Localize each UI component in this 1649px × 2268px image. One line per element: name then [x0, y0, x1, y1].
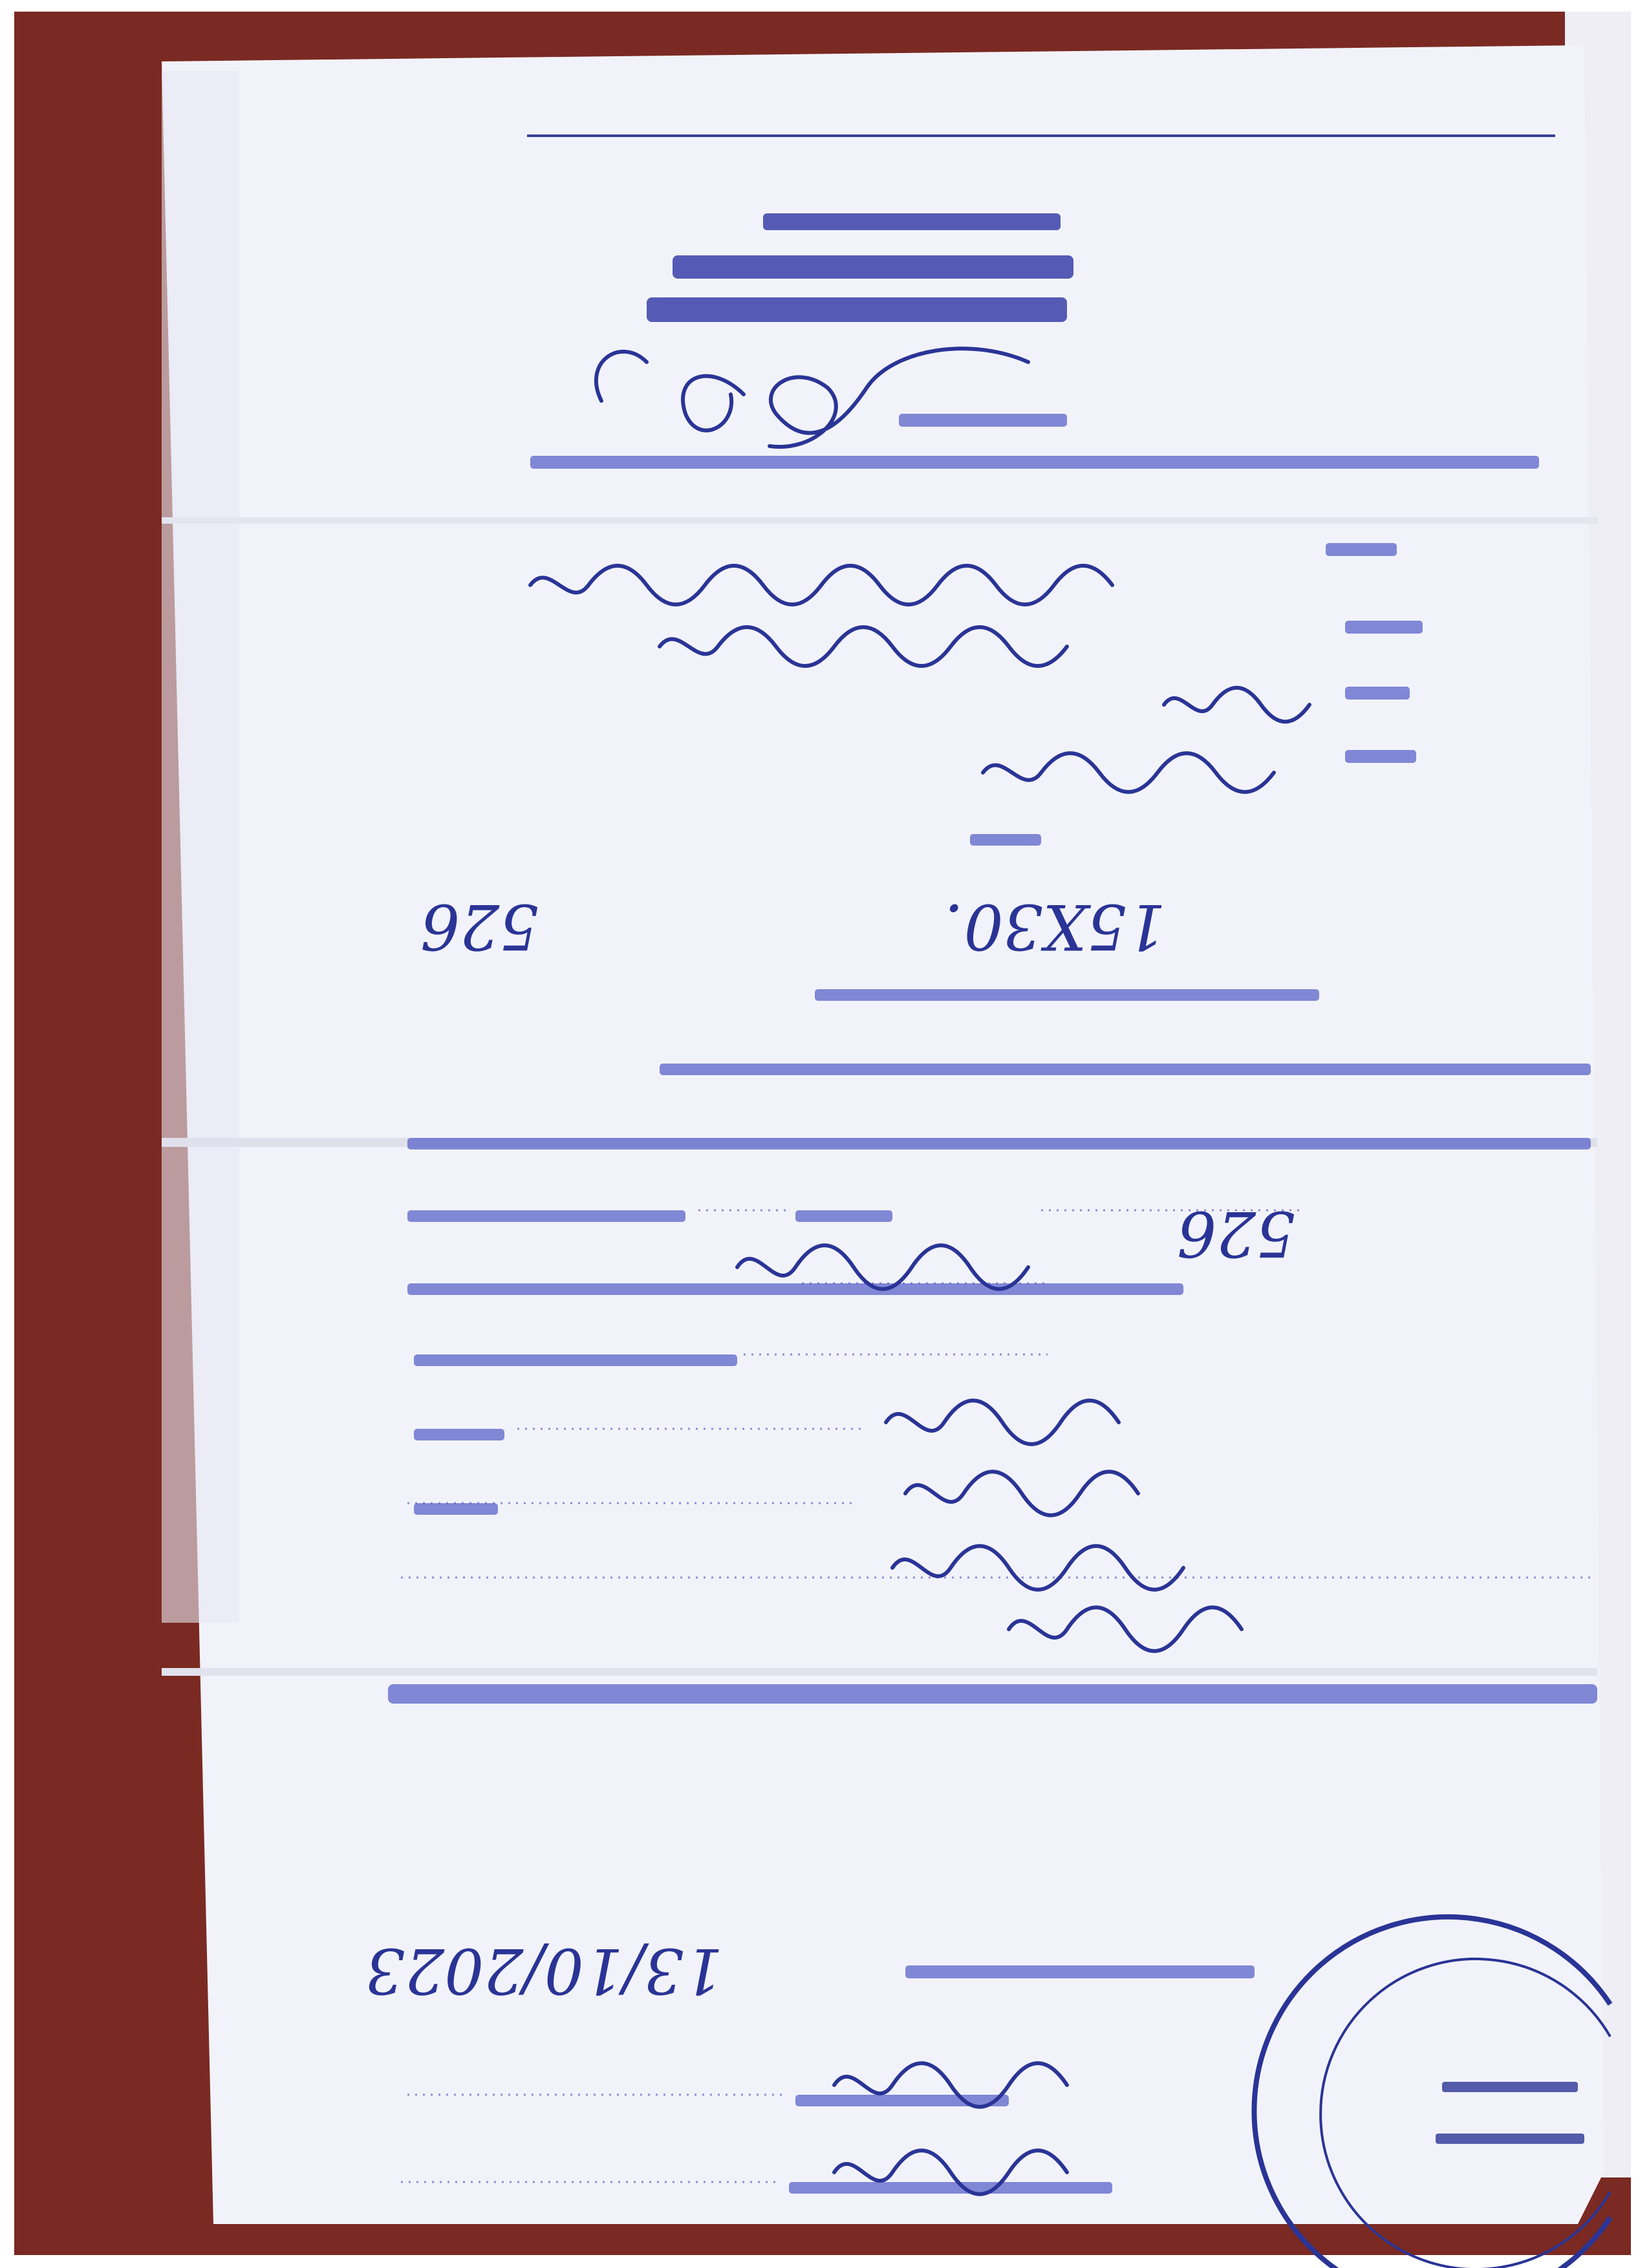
- paper-shade: [162, 71, 239, 1623]
- handwritten-number-2: 526: [1177, 1197, 1296, 1270]
- handwritten-plot-size: 15X30.: [944, 890, 1167, 963]
- handwritten-number-1: 526: [420, 890, 539, 963]
- fold-crease-2: [162, 1668, 1597, 1676]
- fold-crease-3: [162, 517, 1597, 524]
- handwritten-date: 13/10/2023: [365, 1934, 724, 2007]
